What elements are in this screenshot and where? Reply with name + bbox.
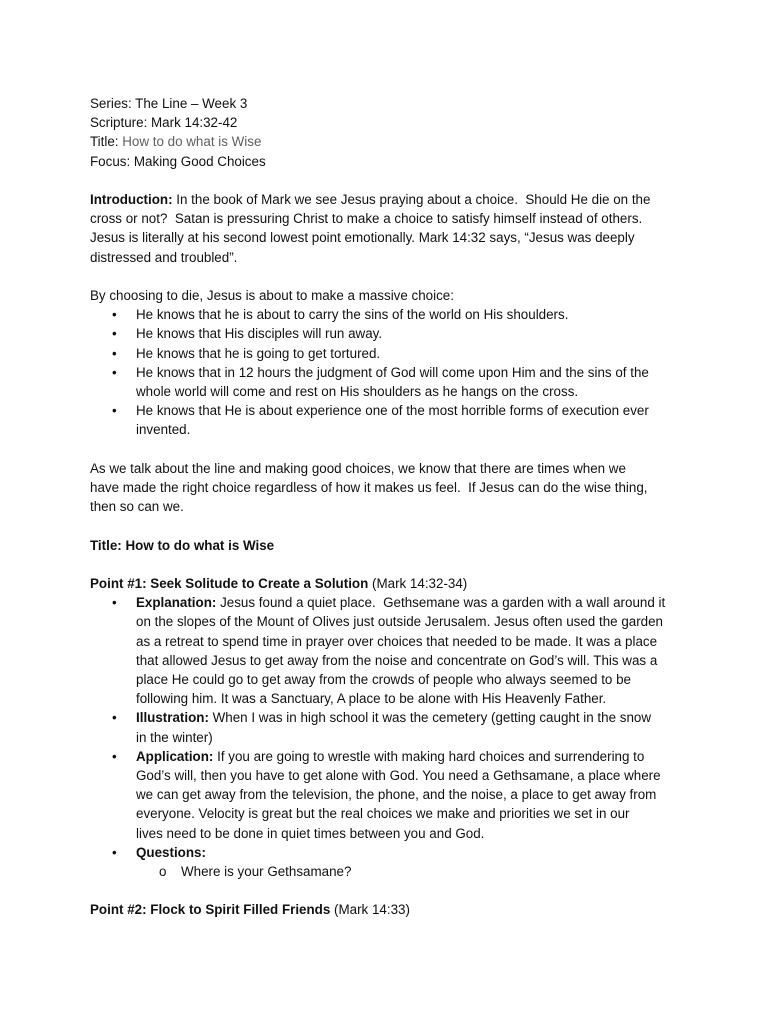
document-page <box>90 94 680 920</box>
section-title: Title: How to do what is Wise <box>90 537 275 553</box>
list-item: • He knows that he is about to carry the sins of the world on His shoulders. <box>90 305 680 324</box>
focus-line: Focus: Making Good Choices <box>90 153 266 169</box>
transition-line-3: then so can we. <box>90 499 184 515</box>
explanation-item: • Explanation: Jesus found a quiet place. Gethsemane was a garden with a wall around it on the slopes of the Mount of Olives just outside Jerusalem. Jesus often used the garden as a retreat to spend time in prayer over choices that needed to be made. It was a place that allowed Jesus to get away from the noise and concentrate on God’s will. This was a place He could go to get away from the crowds of people who always seemed to be following him. It was a Sanctuary, A place to be alone with His Heavenly Father. <box>112 595 666 707</box>
bullet-icon: • <box>112 307 117 323</box>
intro-line-3: Jesus is literally at his second lowest point emotionally. Mark 14:32 says, “Jesus was deeply <box>90 230 635 246</box>
illustration-item: • Illustration: When I was in high school it was the cemetery (getting caught in the snow in the winter) <box>112 710 652 745</box>
bullet-icon: • <box>112 345 117 361</box>
point2-heading: Point #2: Flock to Spirit Filled Friends (Mark 14:33) <box>90 902 410 918</box>
list-item: • He knows that he is going to get tortured. <box>90 344 680 363</box>
scripture-line: Scripture: Mark 14:32-42 <box>90 115 238 131</box>
series-line: Series: The Line – Week 3 <box>90 96 248 111</box>
bullet-icon: • <box>112 844 117 860</box>
explanation-label: Explanation: <box>136 595 217 611</box>
circle-bullet-icon: o <box>159 864 167 880</box>
bullet-icon: • <box>112 403 117 419</box>
intro-line-2: cross or not? Satan is pressuring Christ to make a choice to satisfy himself instead of others. <box>90 211 643 227</box>
intro-line-4: distressed and troubled”. <box>90 249 238 265</box>
list-item: • He knows that in 12 hours the judgment of God will come upon Him and the sins of the whole world will come and rest on His shoulders as he hangs on the cross. <box>112 364 649 400</box>
question-item: o Where is your Gethsamane? <box>90 862 680 881</box>
list-item: • He knows that He is about experience one of the most horrible forms of execution ever invented. <box>112 403 649 438</box>
bullet-icon: • <box>112 326 117 342</box>
application-label: Application: <box>136 748 214 764</box>
choice-lead: By choosing to die, Jesus is about to make a massive choice: <box>90 288 454 303</box>
introduction-label: Introduction: <box>90 192 173 207</box>
bullet-icon: • <box>112 364 117 380</box>
choice-list <box>90 305 680 439</box>
title-line <box>90 132 680 151</box>
questions-label: Questions: <box>136 844 206 860</box>
transition-line-2: have made the right choice regardless of how it makes us feel. If Jesus can do the wise thing, <box>90 480 648 496</box>
bullet-icon: • <box>112 748 117 764</box>
title-value: How to do what is Wise <box>122 134 262 150</box>
questions-item <box>90 843 680 862</box>
list-item: • He knows that His disciples will run away. <box>90 324 680 343</box>
title-label: Title: <box>90 134 123 150</box>
point1-list <box>90 593 680 881</box>
illustration-label: Illustration: <box>136 710 209 726</box>
bullet-icon: • <box>112 595 117 611</box>
point1-heading: Point #1: Seek Solitude to Create a Solution (Mark 14:32-34) <box>90 576 468 591</box>
intro-line-1: Introduction: In the book of Mark we see Jesus praying about a choice. Should He die on the <box>90 192 651 207</box>
bullet-icon: • <box>112 710 117 726</box>
transition-line-1: As we talk about the line and making good choices, we know that there are times when we <box>90 460 626 476</box>
application-item: • Application: If you are going to wrestle with making hard choices and surrendering to God’s will, then you have to get alone with God. You need a Gethsamane, a place where we can get away from the television, the phone, and the noise, a place to get away from everyone. Velocity is great but the real choices we make and priorities we set in our lives need to be done in quiet times between you and God. <box>112 748 661 841</box>
